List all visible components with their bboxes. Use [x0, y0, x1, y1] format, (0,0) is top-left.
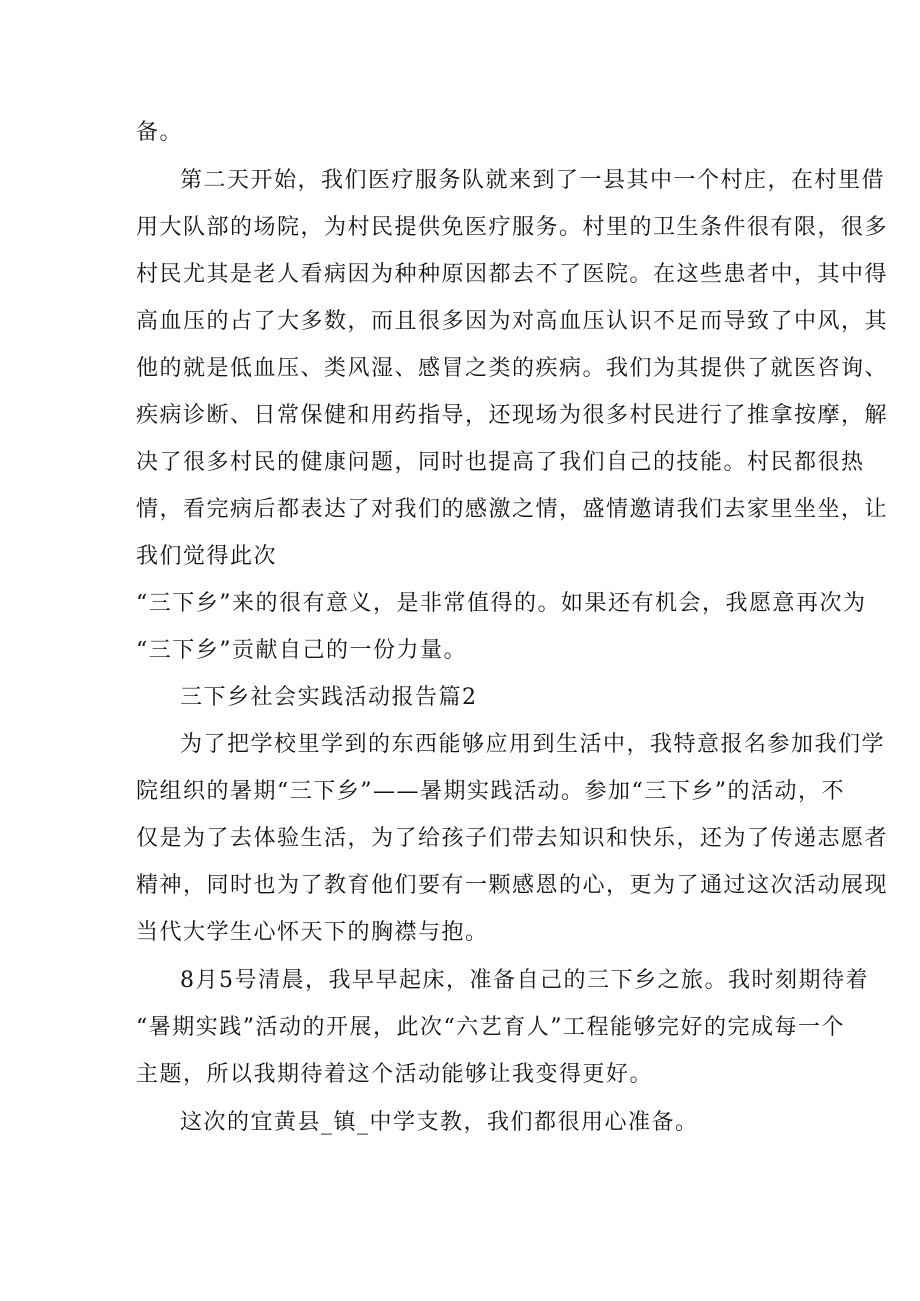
text-line: 决了很多村民的健康问题，同时也提高了我们自己的技能。村民都很热 — [136, 450, 865, 475]
text-line: 仅是为了去体验生活，为了给孩子们带去知识和快乐，还为了传递志愿者 — [136, 826, 889, 851]
text-line: 当代大学生心怀天下的胸襟与抱。 — [136, 920, 489, 945]
text-line: 精神，同时也为了教育他们要有一颗感恩的心，更为了通过这次活动展现 — [136, 873, 889, 898]
text-line: “三下乡”贡献自己的一份力量。 — [136, 638, 467, 663]
paragraph-start-line: 为了把学校里学到的东西能够应用到生活中，我特意报名参加我们学 — [180, 732, 886, 757]
text-line: 他的就是低血压、类风湿、感冒之类的疾病。我们为其提供了就医咨询、 — [136, 356, 889, 381]
text-line: 主题，所以我期待着这个活动能够让我变得更好。 — [136, 1062, 654, 1087]
section-heading: 三下乡社会实践活动报告篇2 — [180, 685, 478, 710]
text-line: 我们觉得此次 — [136, 544, 278, 569]
text-line: 情，看完病后都表达了对我们的感激之情，盛情邀请我们去家里坐坐，让 — [136, 497, 889, 522]
text-line: 用大队部的场院，为村民提供免医疗服务。村里的卫生条件很有限，很多 — [136, 215, 889, 240]
text-line: 高血压的占了大多数，而且很多因为对高血压认识不足而导致了中风，其 — [136, 309, 889, 334]
text-line: 院组织的暑期“三下乡”——暑期实践活动。参加“三下乡”的活动，不 — [136, 779, 845, 804]
text-line: 备。 — [136, 120, 184, 145]
paragraph-start-line: 8月5号清晨，我早早起床，准备自己的三下乡之旅。我时刻期待着 — [180, 968, 869, 993]
text-line: “三下乡”来的很有意义，是非常值得的。如果还有机会，我愿意再次为 — [136, 591, 867, 616]
text-line: “暑期实践”活动的开展，此次“六艺育人”工程能够完好的完成每一个 — [136, 1015, 845, 1040]
paragraph-start-line: 第二天开始，我们医疗服务队就来到了一县其中一个村庄，在村里借 — [180, 168, 886, 193]
paragraph-start-line: 这次的宜黄县_镇_中学支教，我们都很用心准备。 — [180, 1110, 699, 1135]
text-line: 疾病诊断、日常保健和用药指导，还现场为很多村民进行了推拿按摩，解 — [136, 403, 889, 428]
text-line: 村民尤其是老人看病因为种种原因都去不了医院。在这些患者中，其中得 — [136, 262, 889, 287]
